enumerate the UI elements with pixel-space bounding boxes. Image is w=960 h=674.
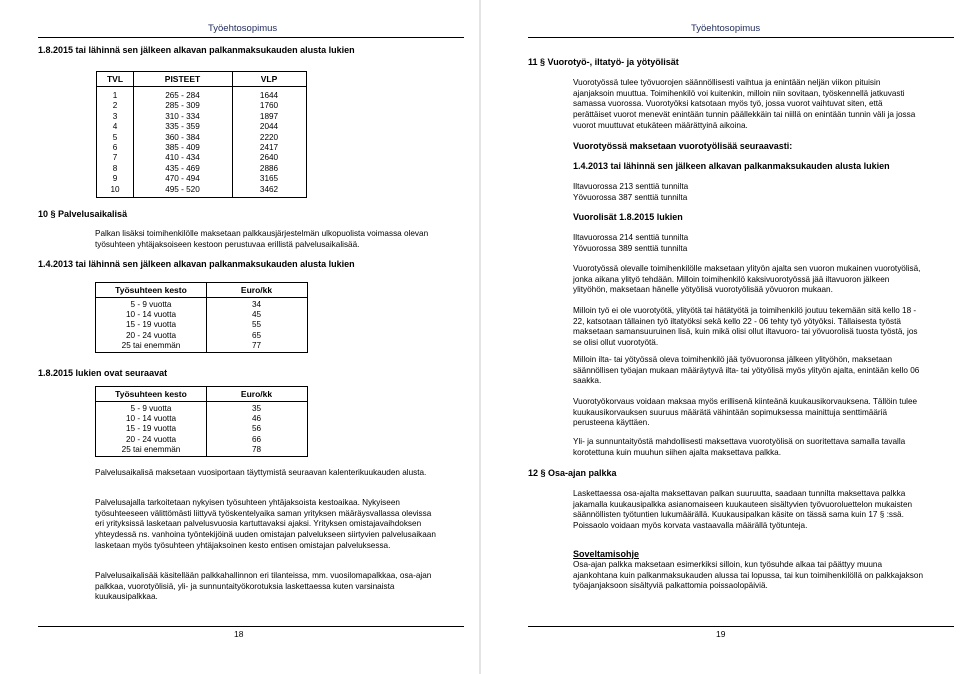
tvl-table-cell: 1644 — [259, 91, 279, 100]
tvl-table-cell: 360 - 384 — [165, 132, 200, 142]
tvl-table-cell: 8 — [112, 163, 118, 173]
vlp-col-header: VLP — [260, 74, 278, 84]
table2015-cell: 25 tai enemmän — [121, 444, 181, 454]
tvl-table-cell: 2044 — [259, 122, 279, 132]
section11-2013-heading: 1.4.2013 tai lähinnä sen jälkeen alkavan palkanmaksukauden alusta lukien — [573, 161, 890, 171]
table2013-cell: 10 - 14 vuotta — [125, 310, 177, 320]
section12-para-2: Osa-ajan palkka maksetaan esimerkiksi silloin, kun työsuhde alkaa tai päättyy muuna ajankohtana kuin palkanmaksukauden alussa tai lopussa, tai kun toimihenkilöllä on palkkajakson työajanjaksoon sisältyviä palkattomia poissaolopäiviä. — [573, 560, 924, 591]
tvl-table-cell: 9 — [112, 174, 118, 184]
tvl-table-cell: 2886 — [259, 163, 279, 173]
section10-intro: Palkan lisäksi toimihenkilölle maksetaan palkkausjärjestelmän ulkopuolista voimassa olevan työsuhteen yhtäjaksoiseen kestoon perustuvaa erillistä palvelusaikalisää. — [95, 229, 429, 249]
table2013-cell: 25 tai enemmän — [121, 340, 181, 350]
section11-para-3: Milloin työ ei ole vuorotyötä, ylityötä tai hätätyötä ja toimihenkilö joutuu tekemään sitä kello 18 - 22, katsotaan tällainen työ iltatyöksi sekä kello 22 - 06 tehty työ yötyöksi. Tällaisesta työstä maksetaan samansuuruinen lisä, kuin mikä olisi ollut iltavuoro- tai yövuorolisä tuosta työstä, jos se olisi ollut vuorotyötä. — [573, 306, 918, 348]
table2013-euro-header: Euro/kk — [240, 285, 273, 295]
tvl-table-cell: 10 — [110, 184, 120, 194]
right-page — [481, 0, 960, 674]
tvl-col-header: TVL — [106, 74, 124, 84]
tvl-table-cell: 1 — [112, 91, 118, 100]
pisteet-col-header: PISTEET — [164, 74, 201, 84]
section11-para-1: Vuorotyössä tulee työvuorojen säännöllisesti vaihtua ja enintään neljän viikon pituisin ajanjaksoin muuttua. Toimihenkilö voi kuitenkin, milloin niin sovitaan, työskennellä jatkuvasti samassa vuorossa. Vuorotyöksi katsotaan myös työ, jossa vuorot vaihtuvat siten, että perättäiset vuorot menevät enintään tunnin päällekkäin tai niillä on enintään tunnin väli ja jossa vuorot muuttuvat etukäteen määrättyinä aikoina. — [573, 78, 916, 130]
section11-2015-heading: Vuorolisät 1.8.2015 lukien — [573, 212, 683, 222]
tvl-table-cell: 2640 — [259, 153, 279, 163]
table2015-cell: 66 — [251, 434, 262, 444]
paragraph-1: Palvelusaikalisä maksetaan vuosiportaan täyttymistä seuraavan kalenterikuukauden alusta. — [95, 468, 427, 477]
table2015-cell: 46 — [251, 414, 262, 424]
section11-2013-ilta: Iltavuorossa 213 senttiä tunnilta — [573, 182, 689, 191]
table2015-cell: 15 - 19 vuotta — [125, 424, 177, 434]
right-page-number: 19 — [716, 629, 726, 639]
left-section-heading: 1.8.2015 tai lähinnä sen jälkeen alkavan palkanmaksukauden alusta lukien — [38, 45, 355, 55]
tvl-table — [96, 71, 307, 198]
table2015-euro-header: Euro/kk — [240, 389, 273, 399]
tvl-table-cell: 1760 — [259, 101, 279, 111]
tvl-table-cell: 435 - 469 — [165, 163, 200, 173]
table2015-cell: 10 - 14 vuotta — [125, 414, 177, 424]
table2013-cell: 34 — [251, 300, 262, 309]
tvl-table-cell: 3165 — [259, 174, 279, 184]
section10-title: 10 § Palvelusaikalisä — [38, 209, 128, 219]
left-footer-rule — [38, 626, 464, 627]
left-page-number: 18 — [234, 629, 244, 639]
tvl-table-cell: 470 - 494 — [165, 174, 200, 184]
table2013-cell: 77 — [251, 340, 262, 350]
left-header-title: Työehtosopimus — [208, 23, 278, 34]
tvl-table-cell: 285 - 309 — [165, 101, 200, 111]
tvl-table-cell: 2 — [112, 101, 118, 111]
section11-para-6: Yli- ja sunnuntaityöstä mahdollisesti maksettava vuorotyölisä on suoritettava samalla tavalla korotettuna kuin muuhun siihen ajalta maksettava palkka. — [573, 437, 906, 457]
table2015-cell: 5 - 9 vuotta — [130, 404, 172, 413]
table2013-cell: 15 - 19 vuotta — [125, 320, 177, 330]
tvl-table-cell: 1897 — [259, 111, 279, 121]
tvl-table-cell: 310 - 334 — [165, 111, 200, 121]
paragraph-2: Palvelusajalla tarkoitetaan nykyisen työsuhteen yhtäjaksoista kestoaikaa. Nykyiseen työsuhteeseen välittömästi liittyvä työskentelyaika saman yrityksen määräysvallassa olevissa eri yrityksissä lasketaan palvelusvuosia kartuttavaksi ajaksi. Yrityksen omistajavaihdoksen yhteydessä ns. vanhoina työntekijöinä uuden omistajan palvelukseen siirtyvien palvelusaikaan lasketaan myös työsuhteen yhtäjaksoinen kesto entisen omistajan palveluksessa. — [95, 498, 436, 550]
tvl-table-cell: 265 - 284 — [165, 91, 200, 100]
table2015-cell: 78 — [251, 444, 262, 454]
tvl-table-cell: 410 - 434 — [165, 153, 200, 163]
table-2015 — [95, 386, 308, 457]
tvl-table-cell: 2417 — [259, 143, 279, 152]
table2013-heading: 1.4.2013 tai lähinnä sen jälkeen alkavan palkanmaksukauden alusta lukien — [38, 259, 355, 269]
section12-subheading: Soveltamisohje — [573, 549, 640, 559]
tvl-table-cell: 7 — [112, 153, 118, 163]
table-2013 — [95, 282, 308, 353]
tvl-table-cell: 2220 — [259, 132, 279, 142]
tvl-table-cell: 3462 — [259, 184, 279, 194]
section12-para-1: Laskettaessa osa-ajalta maksettavan palkan suuruutta, saadaan tunnilta maksettava palkka jakamalla kuukausipalkka asianomaiseen kuukauteen sisältyvien työvuoroluettelon mukaisten säännöllisten työtuntien lukumäärällä. Kuukausipalkan käsite on tässä sama kuin 17 § :ssä. Poissaolo voidaan myös korvata vastaavalla määrällä työtunteja. — [573, 489, 913, 531]
left-header-rule — [38, 37, 464, 38]
table2015-heading: 1.8.2015 lukien ovat seuraavat — [38, 368, 168, 378]
section11-title: 11 § Vuorotyö-, iltatyö- ja yötyölisät — [528, 57, 679, 67]
tvl-table-cell: 3 — [112, 111, 118, 121]
section11-para-2: Vuorotyössä olevalle toimihenkilölle maksetaan ylityön ajalta sen vuoron mukainen vuorotyölisä, jonka aikana ylityö tehdään. Milloin toimihenkilö kaksivuorotyössä jää iltavuoron jälkeen ylityöhön, maksetaan hänelle yötyölisä vuorotyölisää yövuoron mukaan. — [573, 264, 921, 295]
table2013-kesto-header: Työsuhteen kesto — [115, 285, 187, 295]
paragraph-3: Palvelusaikalisää käsitellään palkkahallinnon eri tilanteissa, mm. vuosilomapalkkaa, osa-ajan palkkaa, vuorotyölisiä, yli- ja sunnuntaityökorotuksia laskettaessa kuten varsinaista kuukausipalkkaa. — [95, 571, 432, 602]
section11-2015-yo: Yövuorossa 389 senttiä tunnilta — [573, 244, 688, 253]
table2013-cell: 20 - 24 vuotta — [125, 330, 177, 340]
table2015-cell: 35 — [251, 404, 262, 413]
table2015-cell: 20 - 24 vuotta — [125, 434, 177, 444]
section11-para-4: Milloin ilta- tai yötyössä oleva toimihenkilö jää työvuoronsa jälkeen ylityöhön, maksetaan säännöllisen työajan mukaan määräytyvä ilta- tai yötyölisä myös ylityön ajalta, enintään kello 06 saakka. — [573, 355, 920, 386]
table2013-cell: 55 — [251, 320, 262, 330]
section11-2013-yo: Yövuorossa 387 senttiä tunnilta — [573, 193, 688, 202]
section11-2015-ilta: Iltavuorossa 214 senttiä tunnilta — [573, 233, 689, 242]
section11-subheading: Vuorotyössä maksetaan vuorotyölisää seuraavasti: — [573, 141, 793, 151]
table2015-kesto-header: Työsuhteen kesto — [115, 389, 187, 399]
tvl-table-cell: 495 - 520 — [165, 184, 200, 194]
tvl-table-cell: 6 — [112, 143, 118, 152]
tvl-table-cell: 5 — [112, 132, 118, 142]
right-header-rule — [528, 37, 954, 38]
section12-title: 12 § Osa-ajan palkka — [528, 468, 617, 478]
table2013-cell: 5 - 9 vuotta — [130, 300, 172, 309]
section11-para-5: Vuorotyökorvaus voidaan maksaa myös erillisenä kiinteänä kuukausikorvauksena. Tällöin tulee kuukausikorvauksen suuruus määrätä vähintään sopimuksessa mainittuja senttimääriä perusteena käyttäen. — [573, 397, 918, 428]
tvl-table-cell: 335 - 359 — [165, 122, 200, 132]
table2013-cell: 65 — [251, 330, 262, 340]
table2013-cell: 45 — [251, 310, 262, 320]
left-page — [0, 0, 479, 674]
right-header-title: Työehtosopimus — [691, 23, 761, 34]
right-footer-rule — [528, 626, 954, 627]
tvl-table-cell: 385 - 409 — [165, 143, 200, 152]
table2015-cell: 56 — [251, 424, 262, 434]
tvl-table-cell: 4 — [112, 122, 118, 132]
